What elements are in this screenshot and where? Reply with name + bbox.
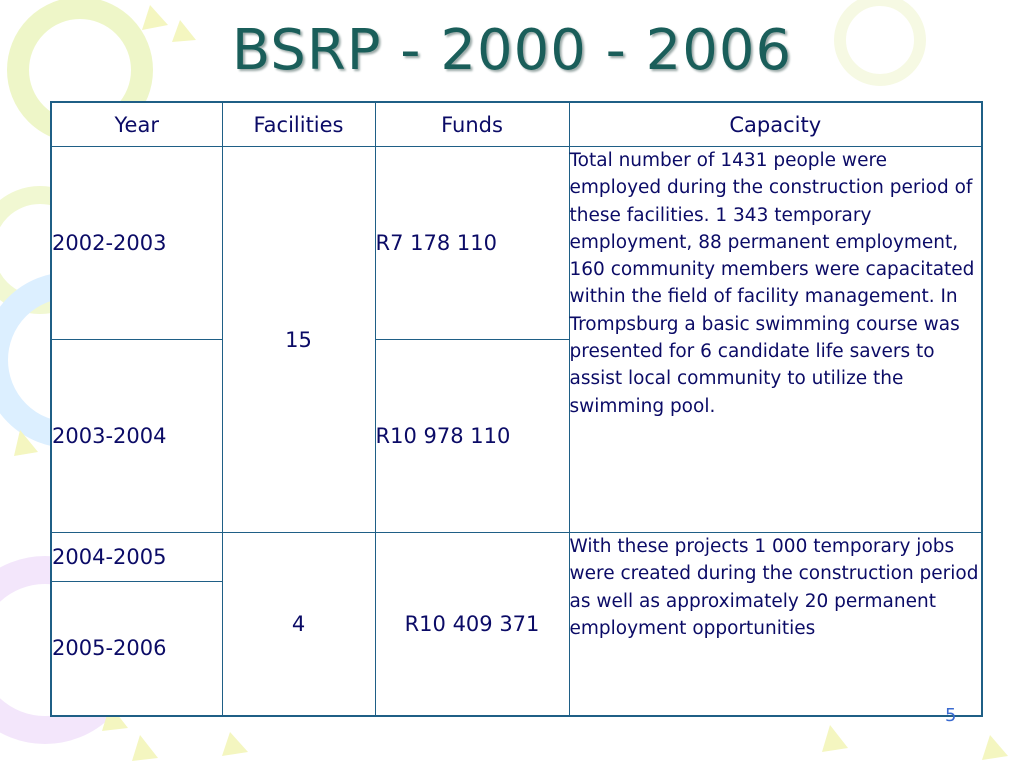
header-capacity: Capacity — [569, 102, 982, 147]
facilities-cell: 4 — [222, 533, 375, 716]
year-cell: 2005-2006 — [51, 582, 222, 716]
header-funds: Funds — [375, 102, 569, 147]
header-facilities: Facilities — [222, 102, 375, 147]
table-header-row — [51, 102, 982, 147]
funds-cell: R10 978 110 — [375, 340, 569, 533]
bsrp-table — [50, 101, 983, 717]
year-cell: 2004-2005 — [51, 533, 222, 582]
capacity-cell: Total number of 1431 people were employed during the construction period of these facilities. 1 343 temporary employment, 88 permanent employment, 160 community members were capacitated within the field of facility management. In Trompsburg a basic swimming course was presented for 6 candidate life savers to assist local community to utilize the swimming pool. — [569, 147, 982, 533]
page-number: 5 — [945, 705, 957, 726]
table-row — [51, 147, 982, 340]
table-row — [51, 533, 982, 582]
year-cell: 2002-2003 — [51, 147, 222, 340]
year-cell: 2003-2004 — [51, 340, 222, 533]
slide-title: BSRP - 2000 - 2006 — [231, 18, 793, 83]
header-year: Year — [51, 102, 222, 147]
funds-cell: R10 409 371 — [375, 533, 569, 716]
capacity-cell: With these projects 1 000 temporary jobs were created during the construction period as well as approximately 20 permanent employment opportunities — [569, 533, 982, 716]
facilities-cell: 15 — [222, 147, 375, 533]
funds-cell: R7 178 110 — [375, 147, 569, 340]
